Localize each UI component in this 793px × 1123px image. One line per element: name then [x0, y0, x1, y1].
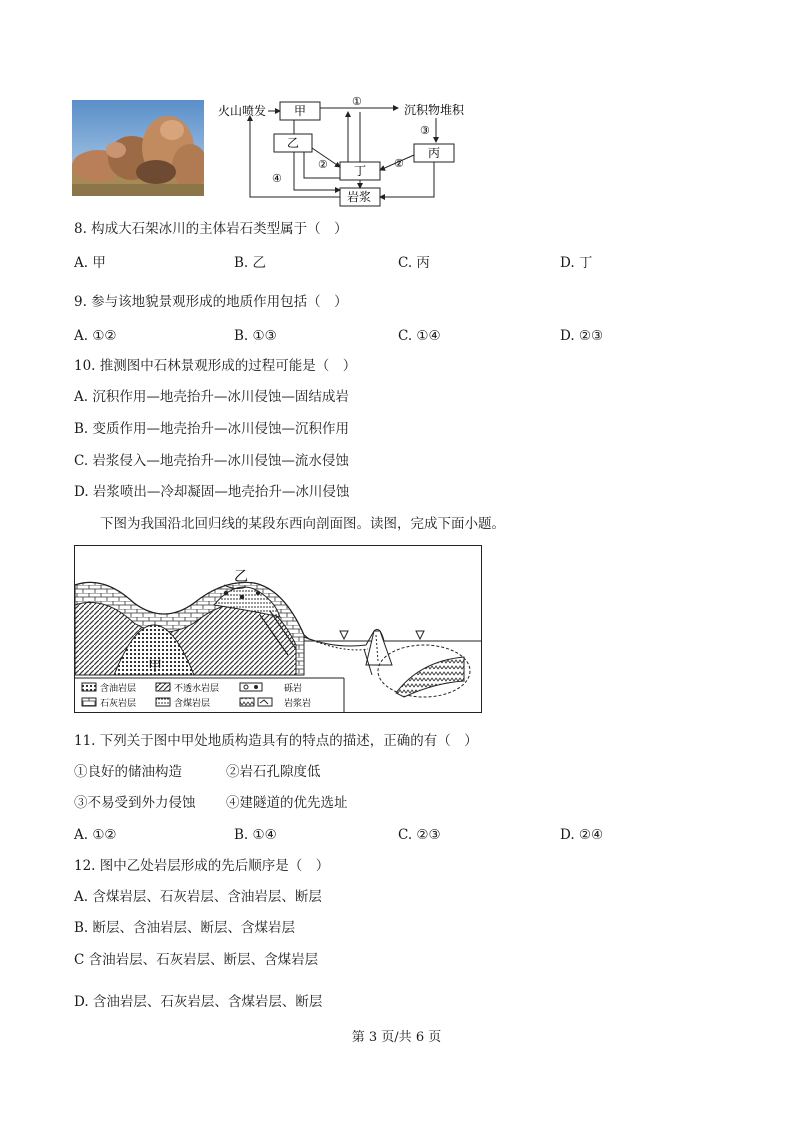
q9-option-d[interactable]: D. ②③ — [560, 328, 604, 344]
q11-option-d[interactable]: D. ②④ — [560, 827, 604, 843]
box-bing-label: 丙 — [428, 146, 441, 160]
box-ding-label: 丁 — [354, 164, 367, 178]
arrow-4-label: ④ — [272, 172, 282, 185]
q12-stem: 12. 图中乙处岩层形成的先后顺序是（ ） — [74, 858, 330, 874]
arrow-1-label: ① — [352, 95, 362, 108]
q9-option-c[interactable]: C. ①④ — [398, 328, 441, 344]
q12-option-d[interactable]: D. 含油岩层、石灰岩层、含煤岩层、断层 — [74, 994, 323, 1010]
legend-limestone: 石灰岩层 — [100, 699, 137, 709]
q9-stem: 9. 参与该地貌景观形成的地质作用包括（ ） — [74, 294, 348, 310]
stone-forest-photo — [72, 100, 204, 196]
section-label-jia: 甲 — [148, 659, 162, 675]
q11-option-a[interactable]: A. ①② — [74, 827, 117, 843]
q11-option-c[interactable]: C. ②③ — [398, 827, 441, 843]
legend-conglomerate: 砾岩 — [284, 684, 303, 694]
q10-option-a[interactable]: A. 沉积作用—地壳抬升—冰川侵蚀—固结成岩 — [74, 389, 349, 405]
q8-option-a[interactable]: A. 甲 — [74, 255, 106, 271]
q11-statement-4: ④建隧道的优先选址 — [226, 795, 348, 811]
q10-option-c[interactable]: C. 岩浆侵入—地壳抬升—冰川侵蚀—流水侵蚀 — [74, 453, 349, 469]
arrow-2a-label: ② — [318, 158, 328, 171]
q12-option-b[interactable]: B. 断层、含油岩层、断层、含煤岩层 — [74, 920, 296, 936]
q11-option-b[interactable]: B. ①④ — [234, 827, 277, 843]
arrow-3-label: ③ — [420, 124, 430, 137]
q10-stem: 10. 推测图中石林景观形成的过程可能是（ ） — [74, 358, 357, 374]
q10-option-b[interactable]: B. 变质作用—地壳抬升—冰川侵蚀—沉积作用 — [74, 421, 350, 437]
section-intro: 下图为我国沿北回归线的某段东西向剖面图。读图，完成下面小题。 — [100, 516, 505, 532]
q11-statement-3: ③不易受到外力侵蚀 — [74, 795, 196, 811]
q11-stem: 11. 下列关于图中甲处地质构造具有的特点的描述，正确的有（ ） — [74, 733, 478, 749]
section-label-yi: 乙 — [234, 569, 248, 585]
q12-option-a[interactable]: A. 含煤岩层、石灰岩层、含油岩层、断层 — [74, 889, 322, 905]
q9-option-a[interactable]: A. ①② — [74, 328, 117, 344]
q11-statement-1: ①良好的储油构造 — [74, 764, 182, 780]
box-yi-label: 乙 — [287, 136, 300, 150]
legend-magma-rock: 岩浆岩 — [284, 699, 312, 709]
legend-oil: 含油岩层 — [100, 684, 137, 694]
box-magma-label: 岩浆 — [347, 190, 372, 204]
legend-coal: 含煤岩层 — [174, 699, 211, 709]
page-footer: 第 3 页/共 6 页 — [351, 1030, 442, 1045]
q11-statement-2: ②岩石孔隙度低 — [226, 764, 321, 780]
legend-impermeable: 不透水岩层 — [174, 684, 220, 694]
q8-option-d[interactable]: D. 丁 — [560, 255, 593, 271]
arrow-2b-label: ② — [394, 157, 404, 170]
rock-cycle-diagram — [214, 92, 504, 208]
geologic-section-diagram — [74, 545, 482, 713]
q10-option-d[interactable]: D. 岩浆喷出—冷却凝固—地壳抬升—冰川侵蚀 — [74, 484, 350, 500]
q8-stem: 8. 构成大石架冰川的主体岩石类型属于（ ） — [74, 221, 348, 237]
volcano-label: 火山喷发 — [218, 104, 267, 118]
q9-option-b[interactable]: B. ①③ — [234, 328, 277, 344]
sediment-label: 沉积物堆积 — [404, 103, 465, 117]
q8-option-b[interactable]: B. 乙 — [234, 255, 267, 271]
box-jia-label: 甲 — [294, 104, 307, 118]
q8-option-c[interactable]: C. 丙 — [398, 255, 430, 271]
q12-option-c[interactable]: C 含油岩层、石灰岩层、断层、含煤岩层 — [74, 952, 319, 968]
